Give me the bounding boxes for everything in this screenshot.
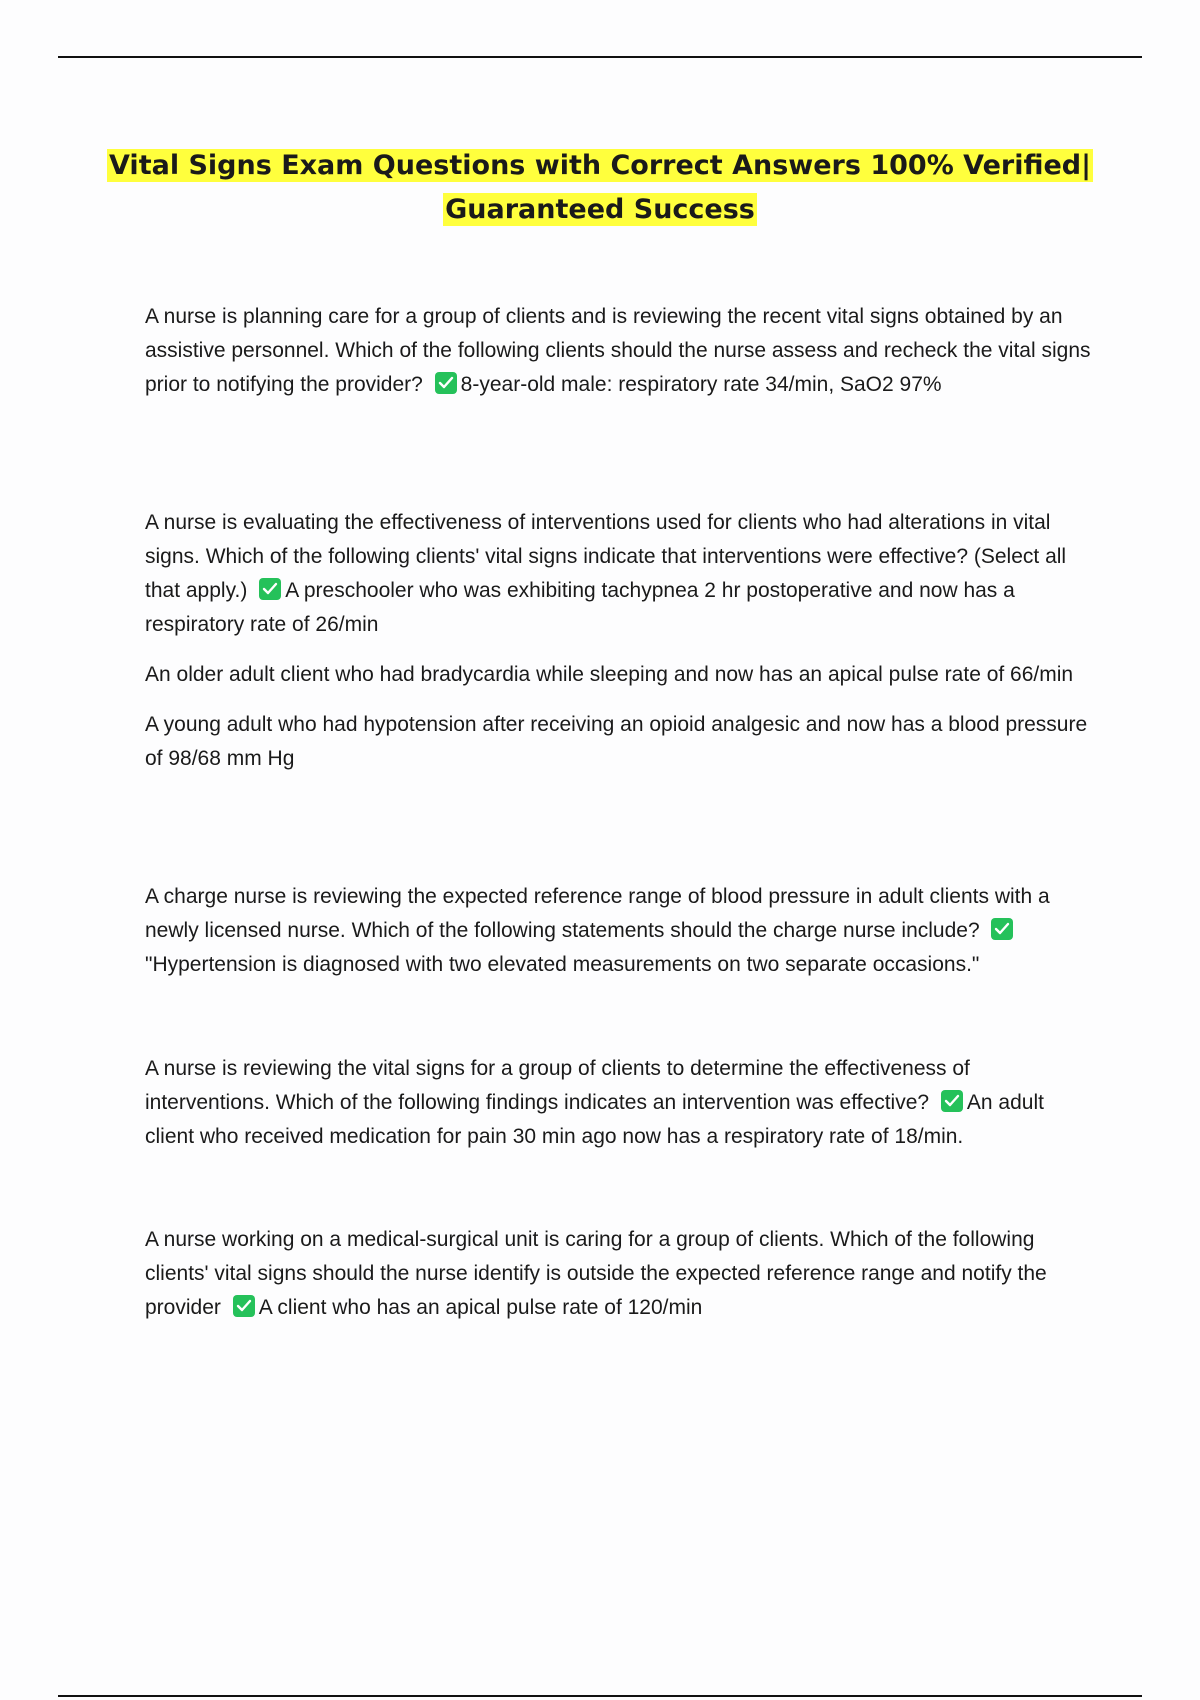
- qa-paragraph: [145, 1223, 1095, 1325]
- qa-paragraph: [145, 300, 1095, 402]
- answer-text: "Hypertension is diagnosed with two elevated measurements on two separate occasions.": [145, 953, 980, 976]
- document-title: [100, 144, 1100, 232]
- qa-item: [145, 1052, 1095, 1170]
- qa-item: [145, 1223, 1095, 1341]
- bottom-rule: [58, 1695, 1142, 1697]
- qa-item: [145, 300, 1095, 418]
- question-text: A nurse is evaluating the effectiveness of interventions used for clients who had alterations in vital signs. Which of the following clients' vital signs indicate that interventions were effective? (Select all that apply.): [145, 511, 1067, 602]
- question-text: A nurse working on a medical-surgical unit is caring for a group of clients. Which of the following clients' vital signs should the nurse identify is outside the expected reference range and notify the provider: [145, 1228, 1047, 1319]
- answer-text: An adult client who received medication for pain 30 min ago now has a respiratory rate of 18/min.: [145, 1091, 1044, 1148]
- checkmark-icon: [991, 918, 1013, 940]
- qa-paragraph: [145, 1052, 1095, 1154]
- answer-text: 8-year-old male: respiratory rate 34/min, SaO2 97%: [460, 373, 942, 396]
- additional-answer: A young adult who had hypotension after receiving an opioid analgesic and now has a blood pressure of 98/68 mm Hg: [145, 713, 1088, 770]
- title-line-2: Guaranteed Success: [445, 194, 755, 225]
- answer-text: A preschooler who was exhibiting tachypnea 2 hr postoperative and now has a respiratory rate of 26/min: [145, 579, 1015, 636]
- title-line-1: Vital Signs Exam Questions with Correct Answers 100% Verified|: [109, 150, 1091, 181]
- question-text: A charge nurse is reviewing the expected reference range of blood pressure in adult clients with a newly licensed nurse. Which of the following statements should the charge nurse include?: [145, 885, 1050, 942]
- checkmark-icon: [259, 578, 281, 600]
- question-text: A nurse is planning care for a group of clients and is reviewing the recent vital signs obtained by an assistive personnel. Which of the following clients should the nurse assess and recheck the vital signs prior to notifying the provider?: [145, 305, 1091, 396]
- checkmark-icon: [435, 372, 457, 394]
- question-text: A nurse is reviewing the vital signs for a group of clients to determine the effectiveness of interventions. Which of the following findings indicates an intervention was effective?: [145, 1057, 970, 1114]
- additional-answer: An older adult client who had bradycardia while sleeping and now has an apical pulse rate of 66/min: [145, 663, 1074, 686]
- qa-item: [145, 506, 1095, 792]
- qa-item: [145, 880, 1095, 998]
- answer-text: A client who has an apical pulse rate of 120/min: [258, 1296, 703, 1319]
- checkmark-icon: [941, 1090, 963, 1112]
- top-rule: [58, 56, 1142, 58]
- qa-paragraph: [145, 880, 1095, 982]
- qa-paragraph: [145, 506, 1095, 642]
- checkmark-icon: [233, 1295, 255, 1317]
